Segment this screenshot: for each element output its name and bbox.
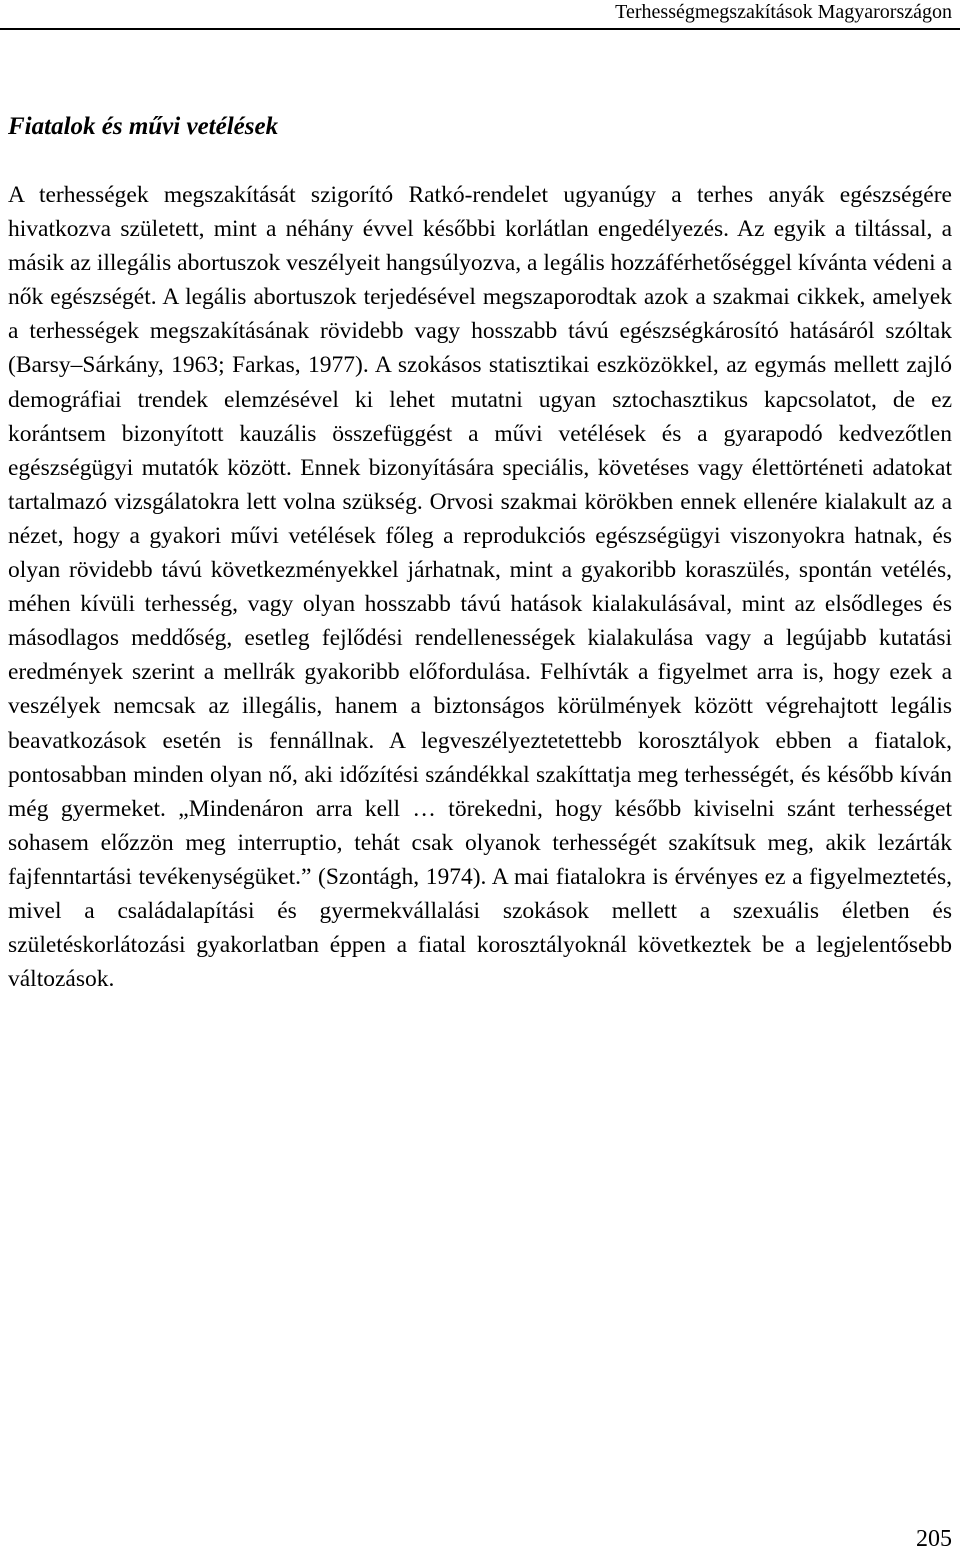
page-number: 205 — [916, 1526, 952, 1552]
header-divider — [0, 28, 960, 30]
body-paragraph: A terhességek megszakítását szigorító Ratkó-rendelet ugyanúgy a terhes anyák egészségére hivatkozva született, mint a néhány évvel későbbi korlátlan engedélyezés. Az egyik a tiltással, a másik az illegális abortuszok veszélyeit hangsúlyozva, a legális hozzáférhetőséggel kívánta védeni a nők egészségét. A legális abortuszok terjedésével megszaporodtak azok a szakmai cikkek, amelyek a terhességek megszakításának rövidebb vagy hosszabb távú egészségkárosító hatásáról szóltak (Barsy–Sárkány, 1963; Farkas, 1977). A szokásos statisztikai eszközökkel, az egymás mellett zajló demográfiai trendek elemzésével ki lehet mutatni ugyan sztochasztikus kapcsolatot, de ez korántsem bizonyított kauzális összefüggést a művi vetélések és a gyarapodó kedvezőtlen egészségügyi mutatók között. Ennek bizonyítására speciális, követéses vagy élettörténeti adatokat tartalmazó vizsgálatokra lett volna szükség. Orvosi szakmai körökben ennek ellenére kialakult az a nézet, hogy a gyakori művi vetélések főleg a reprodukciós egészségügyi viszonyokra hatnak, és olyan rövidebb távú következményekkel járhatnak, mint a gyakoribb koraszülés, spontán vetélés, méhen kívüli terhesség, vagy olyan hosszabb távú hatások kialakulásával, mint az elsődleges és másodlagos meddőség, esetleg fejlődési rendellenességek kialakulása vagy a legújabb kutatási eredmények szerint a mellrák gyakoribb előfordulása. Felhívták a figyelmet arra is, hogy ezek a veszélyek nemcsak az illegális, hanem a biztonságos körülmények között végrehajtott legális beavatkozások esetén is fennállnak. A legveszélyeztetettebb korosztályok ebben a fiatalok, pontosabban minden olyan nő, aki időzítési szándékkal szakíttatja meg terhességét, és később kíván még gyermeket. „Mindenáron arra kell … törekedni, hogy később kiviselni szánt terhességet sohasem előzzön meg interruptio, tehát csak olyanok terhességét szakítsuk meg, akik lezárták fajfenntartási tevékenységüket.” (Szontágh, 1974). A mai fiatalokra is érvényes ez a figyelmeztetés, mivel a családalapítási és gyermekvállalási szokások mellett a szexuális életben és születéskorlátozási gyakorlatban éppen a fiatal korosztályoknál következtek be a legjelentősebb változások. — [8, 182, 952, 993]
running-header: Terhességmegszakítások Magyarországon — [615, 1, 952, 23]
section-title: Fiatalok és művi vetélések — [8, 113, 279, 140]
